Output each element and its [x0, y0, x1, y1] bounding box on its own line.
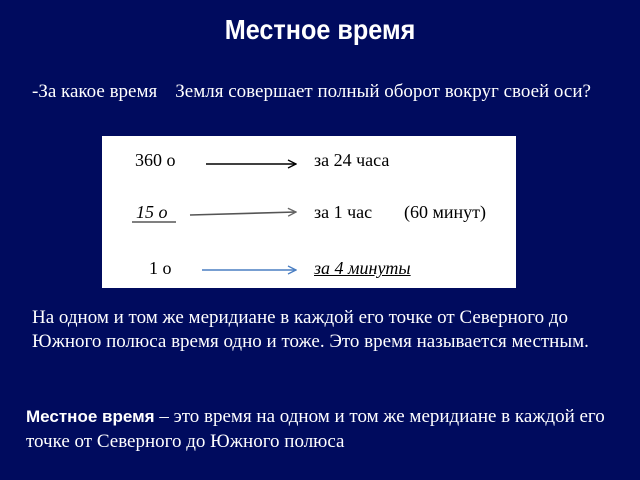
- question-text: [32, 80, 612, 104]
- definition-body: – это время на одном и том же меридиане в каждой его точке от Северного до Южного полюса: [26, 406, 605, 452]
- row-3-time: за 4 минуты: [314, 258, 411, 278]
- row-3-degrees: 1 о: [149, 258, 172, 278]
- explanation-paragraph: На одном и том же меридиане в каждой его точке от Северного до Южного полюса время одно и тоже. Это время называется местным.: [32, 307, 589, 352]
- definition-term: Местное время: [26, 407, 155, 426]
- question-part-2: Земля совершает полный оборот вокруг своей оси?: [175, 81, 591, 102]
- slide-title: Местное время: [224, 14, 416, 45]
- arrow-row-2: [190, 212, 296, 215]
- rotation-table: [102, 136, 516, 288]
- row-2-degrees: 15 о: [136, 202, 168, 222]
- row-2-minutes: (60 минут): [404, 202, 487, 222]
- row-2-time: за 1 час: [314, 202, 373, 222]
- row-1-degrees: 360 о: [135, 150, 176, 170]
- row-1-time: за 24 часа: [314, 150, 390, 170]
- question-part-1: -За какое время: [32, 81, 158, 102]
- definition-text: [26, 404, 616, 454]
